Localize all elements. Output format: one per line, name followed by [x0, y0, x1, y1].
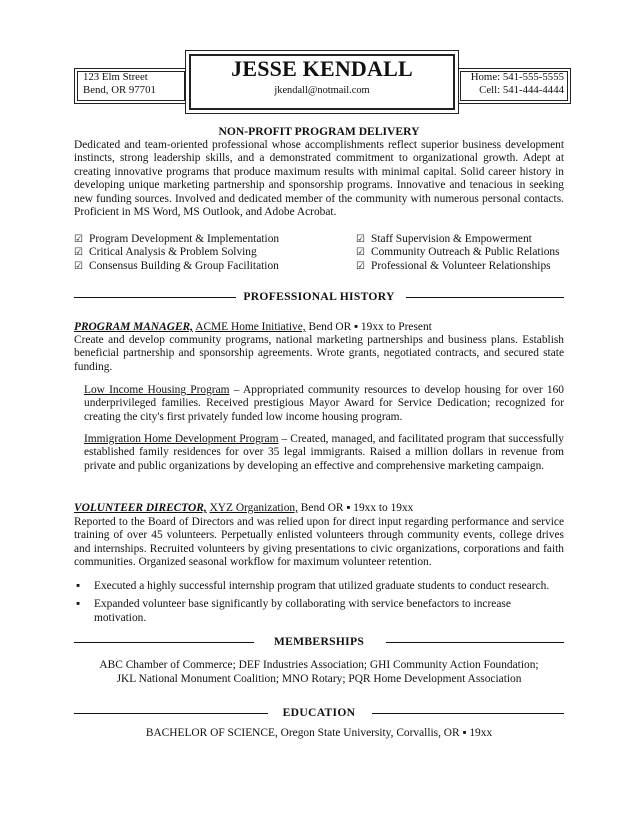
- project-immigration-home: Immigration Home Development Program – Created, managed, and facilitated program that successfully established family residences for over 35 legal immigrants. Raised a million dollars in revenue from private and public organizations by developing an effective and comprehensive marketing campaign.: [84, 433, 564, 472]
- objective-title: NON-PROFIT PROGRAM DELIVERY: [218, 125, 420, 138]
- section-heading-history: PROFESSIONAL HISTORY: [74, 290, 564, 304]
- skill-item: ☑ Professional & Volunteer Relationships: [356, 259, 551, 272]
- address-line1: 123 Elm Street: [83, 71, 148, 83]
- skill-item: ☑ Program Development & Implementation: [74, 233, 280, 245]
- job-description-volunteer-director: Reported to the Board of Directors and was relied upon for direct input regarding performance and service training of over 45 volunteers. Perpetually enlisted volunteers through community events, college drives and internships. Recruited volunteers by giving presentations to civic organizations, corporations and faith communities. Organized seasonal workflow for maximum volunteer retention.: [74, 516, 564, 569]
- memberships-line2: JKL National Monument Coalition; MNO Rotary; PQR Home Development Association: [116, 673, 522, 685]
- bullet-icon: ▪: [76, 598, 81, 611]
- skill-item: ☑ Consensus Building & Group Facilitation: [74, 259, 279, 272]
- checkbox-icon: ☑: [74, 260, 83, 272]
- checkbox-icon: ☑: [74, 247, 83, 259]
- skill-item: ☑ Critical Analysis & Problem Solving: [74, 246, 257, 259]
- education-degree: BACHELOR OF SCIENCE, Oregon State University, Corvallis, OR ▪ 19xx: [145, 727, 493, 739]
- skills-column-left: [74, 233, 279, 273]
- candidate-name: JESSE KENDALL: [231, 56, 413, 81]
- achievement-list: [74, 580, 564, 630]
- job-title-program-manager: PROGRAM MANAGER, ACME Home Initiative, Bend OR ▪ 19xx to Present: [74, 321, 432, 333]
- home-phone: Home: 541-555-5555: [470, 71, 564, 83]
- address-box: [74, 68, 188, 104]
- section-heading-education: EDUCATION: [74, 706, 564, 720]
- list-item: ▪ Executed a highly successful internship program that utilized graduate students to conduct research.: [76, 580, 550, 592]
- address-line2: Bend, OR 97701: [83, 83, 156, 96]
- job-title-volunteer-director: VOLUNTEER DIRECTOR, XYZ Organization, Bend OR ▪ 19xx to 19xx: [74, 502, 414, 514]
- project-low-income-housing: Low Income Housing Program – Appropriated community resources to develop housing for over 160 underprivileged families. Received prestigious Mayor Award for Service Dedication; recognized for creating the city's first privately funded low income housing program.: [84, 384, 564, 423]
- job-description-program-manager: Create and develop community programs, national marketing partnerships and business plans. Establish beneficial partnership and sponsorship agreements. Wrote grants, negotiated contracts, and secured state funding.: [74, 334, 564, 373]
- cell-phone: Cell: 541-444-4444: [479, 83, 564, 96]
- name-box: [185, 50, 459, 114]
- memberships-line1: ABC Chamber of Commerce; DEF Industries Association; GHI Community Action Foundation;: [99, 659, 539, 671]
- profile-summary: Dedicated and team-oriented professional whose accomplishments reflect superior business development instincts, strong leadership skills, and a demonstrated commitment to organizational growth. Adept at creating innovative programs that produce maximum results with minimal capital. Solid career history in developing unique marketing partnership and sponsorship programs. Innovative and tenacious in seeking new funding sources. Involved and dedicated member of the community with numerous personal contacts. Proficient in MS Word, MS Outlook, and Adobe Acrobat.: [74, 139, 564, 219]
- list-item: ▪ Expanded volunteer base significantly by collaborating with service benefactors to increase motivation.: [76, 598, 511, 624]
- email-address[interactable]: jkendall@notmail.com: [274, 85, 370, 96]
- skill-item: ☑ Staff Supervision & Empowerment: [356, 233, 532, 245]
- phone-box: [457, 68, 571, 104]
- checkbox-icon: ☑: [356, 260, 365, 272]
- checkbox-icon: ☑: [74, 234, 83, 245]
- section-heading-memberships: MEMBERSHIPS: [74, 635, 564, 649]
- checkbox-icon: ☑: [356, 247, 365, 259]
- checkbox-icon: ☑: [356, 234, 365, 245]
- skill-item: ☑ Community Outreach & Public Relations: [356, 246, 560, 259]
- bullet-icon: ▪: [76, 580, 81, 592]
- skills-column-right: [356, 233, 560, 273]
